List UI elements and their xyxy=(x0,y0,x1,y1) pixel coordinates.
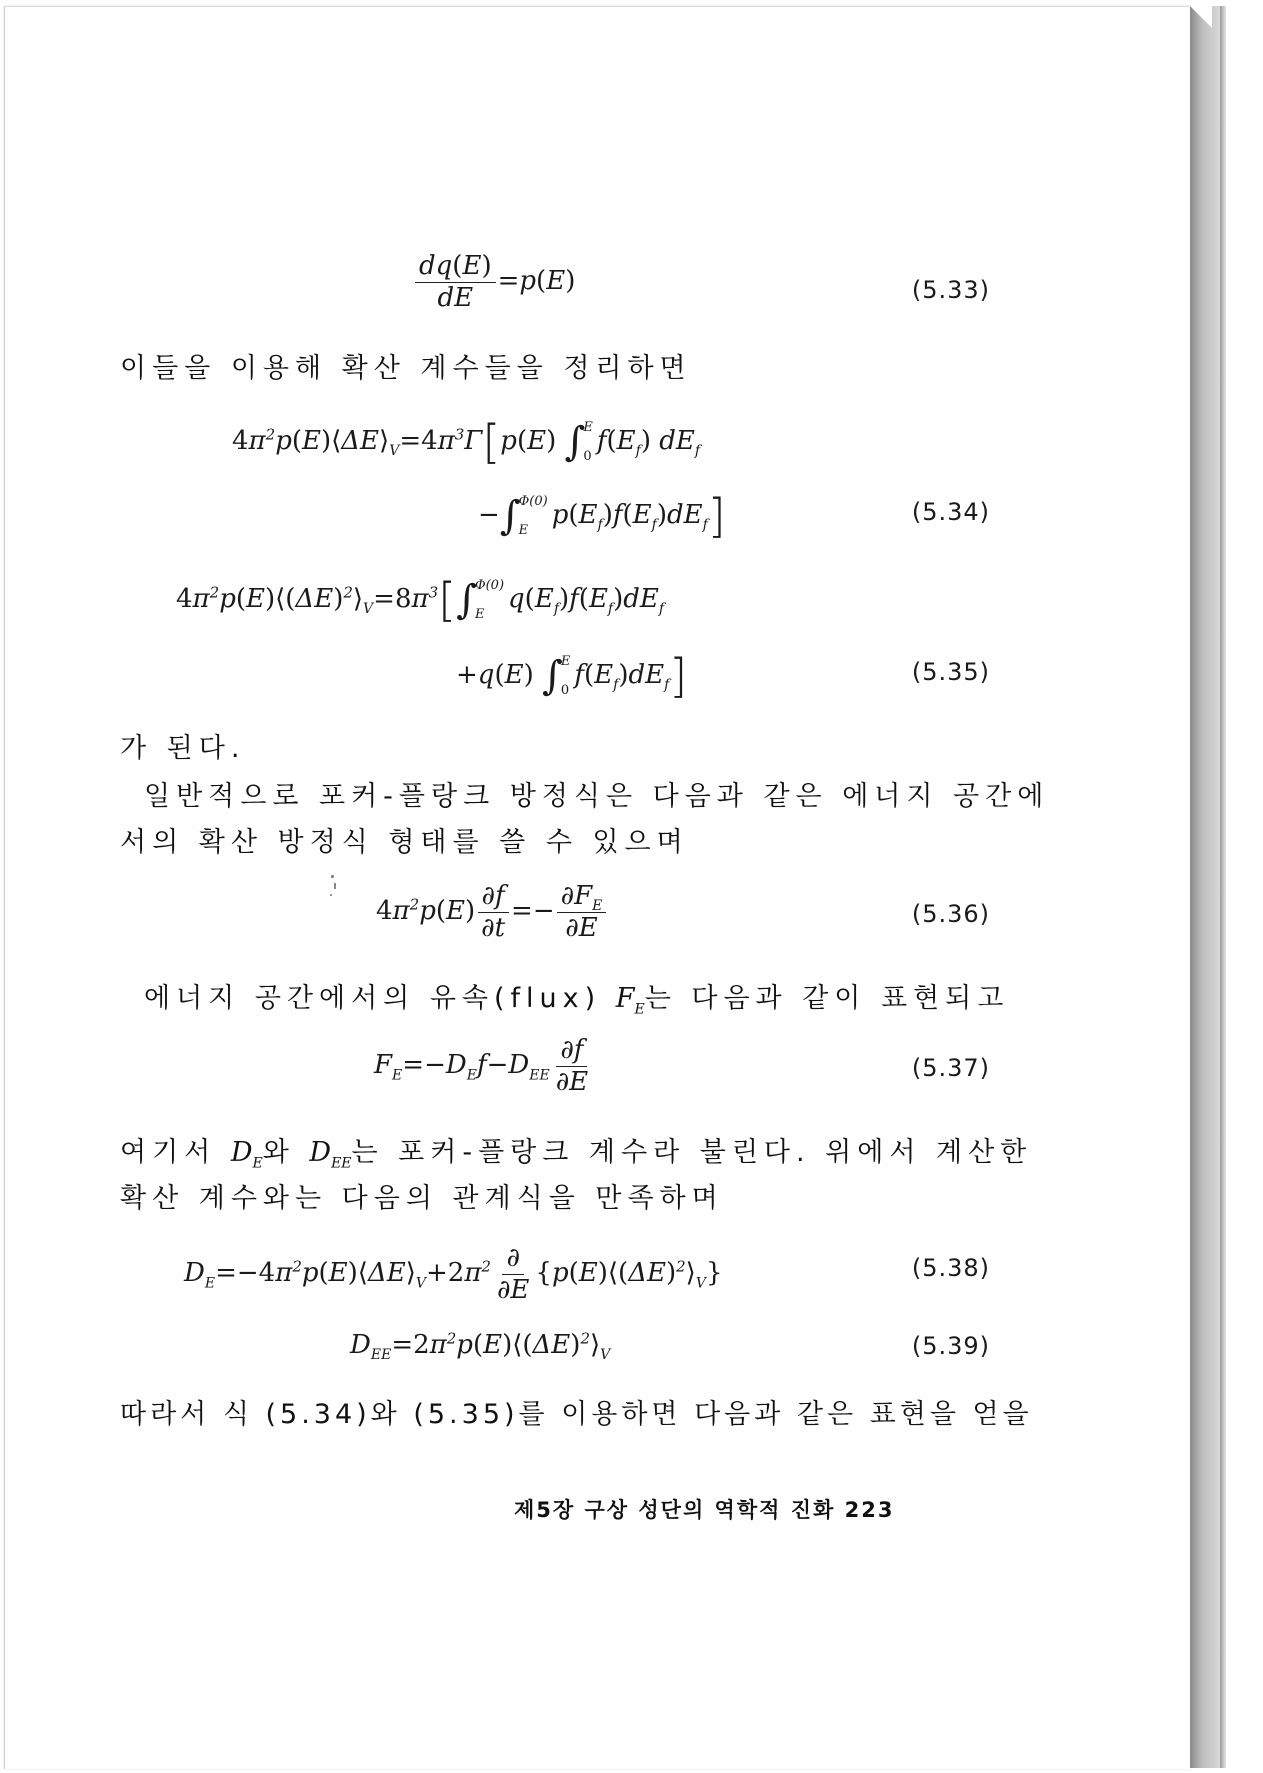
paragraph-text-part: 는 다음과 같이 표현되고 xyxy=(644,983,1010,1014)
paragraph-text: 에너지 공간에서의 유속(flux) $F_E$는 다음과 같이 표현되고 xyxy=(144,983,1010,1018)
equation-5-33: $\frac{dq(E)}{dE}$ =p(E) xyxy=(413,252,575,312)
page-edge-shadow xyxy=(1220,6,1226,1768)
page-fold-edge xyxy=(1190,6,1220,1768)
equation-5-38: $D_E=-4\pi^2p(E)⟨\Delta E⟩_V+2\pi^2$ $\frac{\partial}{\partial E}$ $\{p(E)⟨(\Delta E)^2⟩_V\}$ xyxy=(184,1243,723,1305)
scan-speck xyxy=(331,875,334,878)
equation-number: (5.36) xyxy=(911,900,990,928)
scan-speck xyxy=(334,883,336,889)
equation-number: (5.38) xyxy=(911,1254,990,1282)
paragraph-text-part: 여기서 xyxy=(120,1137,231,1168)
equation-number: (5.35) xyxy=(911,658,990,686)
equation-5-34-line1: $4\pi^2p(E)⟨\Delta E⟩_V=4\pi^3\Gamma[p(E)$ ∫ E 0 $f(E_f)$ $dE_f$ xyxy=(232,415,701,469)
equation-5-39: $D_{EE}=2\pi^2p(E)⟨(\Delta E)^2⟩_V$ xyxy=(350,1329,611,1364)
equation-number: (5.37) xyxy=(911,1054,990,1082)
paragraph-text-part: 는 포커-플랑크 계수라 불린다. 위에서 계산한 xyxy=(351,1137,1033,1168)
equation-5-35-line2: +q(E) ∫ E 0 $f(E_f)dE_f$] xyxy=(456,649,688,703)
page-footer: 제5장 구상 성단의 역학적 진화 223 xyxy=(514,1498,895,1522)
equation-number: (5.34) xyxy=(911,498,990,526)
equation-5-37: $F_E=-D_Ef-D_{EE}$ $\frac{\partial f}{\partial E}$ xyxy=(374,1035,589,1097)
equation-5-34-line2: −∫ Φ(0) $Ep(E_f)f(E_f)dE_f$] xyxy=(478,489,726,543)
paragraph-text-part: 와 xyxy=(262,1137,310,1168)
paragraph-text: 일반적으로 포커-플랑크 방정식은 다음과 같은 에너지 공간에 xyxy=(144,781,1050,812)
paragraph-text-part: 에너지 공간에서의 유속(flux) xyxy=(144,983,616,1014)
paragraph-text: 여기서 $D_E$와 $D_{EE}$는 포커-플랑크 계수라 불린다. 위에서 계산한 xyxy=(120,1137,1033,1172)
equation-number: (5.39) xyxy=(911,1332,990,1360)
paragraph-text: 서의 확산 방정식 형태를 쓸 수 있으며 xyxy=(120,827,689,858)
page-corner xyxy=(1190,6,1212,28)
equation-5-36: $4\pi^2p(E)$ $\frac{\partial f}{\partial t}$ =− $\frac{\partial F_E}{\partial E}$ xyxy=(376,882,608,942)
paragraph-text: 따라서 식 (5.34)와 (5.35)를 이용하면 다음과 같은 표현을 얻을 xyxy=(120,1399,1033,1430)
paragraph-text: 가 된다. xyxy=(120,733,246,764)
scan-speck xyxy=(330,894,332,896)
equation-5-35-line1: $4\pi^2p(E)⟨(\Delta E)^2⟩_V=8\pi^3[\int$ Φ(0) $Eq(E_f)f(E_f)dE_f$ xyxy=(176,573,665,627)
paragraph-text: 이들을 이용해 확산 계수들을 정리하면 xyxy=(120,353,692,384)
equation-number: (5.33) xyxy=(911,276,990,304)
paragraph-text: 확산 계수와는 다음의 관계식을 만족하며 xyxy=(120,1183,724,1214)
